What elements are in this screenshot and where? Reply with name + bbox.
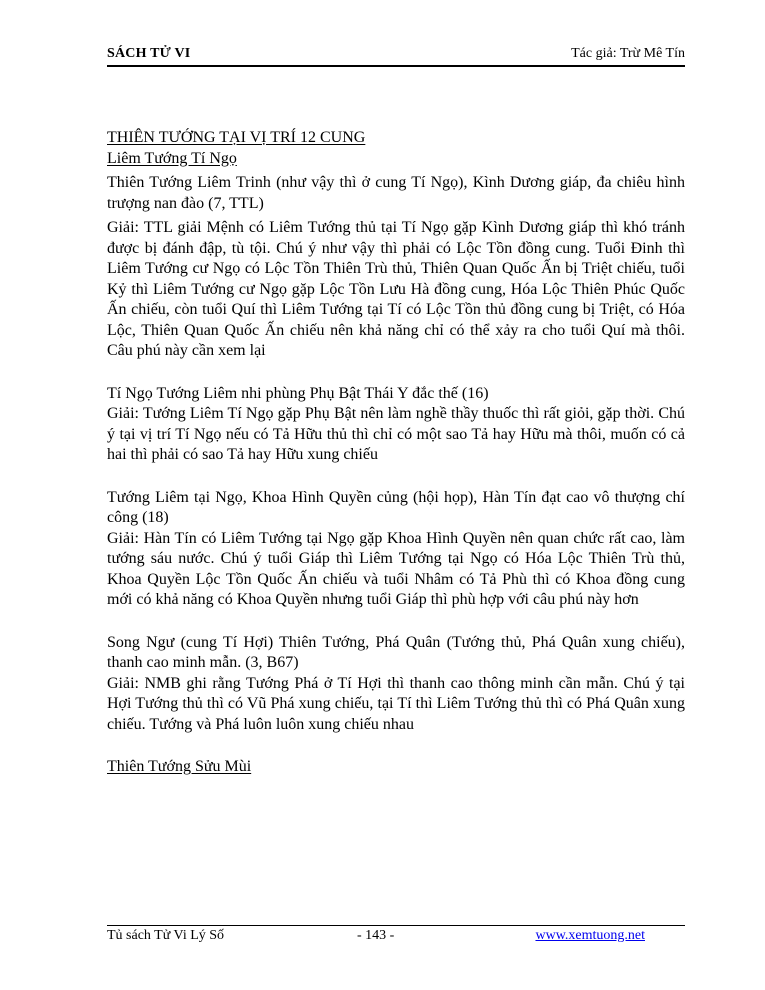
header-divider [107, 65, 685, 67]
paragraph-6: Giải: Hàn Tín có Liêm Tướng tại Ngọ gặp Khoa Hình Quyền nên quan chức rất cao, làm tướng sáu nước. Chú ý tuổi Giáp thì Liêm Tướng tại Ngọ có Hóa Lộc Thiên Trù thủ, Khoa Quyền Lộc Tồn Quốc Ấn chiếu và tuổi Nhâm có Tả Phù thì có Khoa đồng cung mới có khả năng có Khoa Quyền nhưng tuổi Giáp thì phù hợp với câu phú này hơn [107, 529, 685, 608]
section-title: THIÊN TƯỚNG TẠI VỊ TRÍ 12 CUNG [107, 129, 366, 146]
page-header [107, 46, 685, 66]
paragraph-1: Thiên Tướng Liêm Trinh (như vậy thì ở cung Tí Ngọ), Kình Dương giáp, đa chiêu hình trượng nan đào (7, TTL) [107, 174, 685, 212]
paragraph-3: Tí Ngọ Tướng Liêm nhi phùng Phụ Bật Thái Y đắc thế (16) [107, 384, 489, 402]
subsection-title-liem-tuong: Liêm Tướng Tí Ngọ [107, 149, 237, 167]
page-footer [107, 928, 685, 948]
paragraph-2: Giải: TTL giải Mệnh có Liêm Tướng thủ tại Tí Ngọ gặp Kình Dương giáp thì khó tránh được bị đánh đập, tù tội. Chú ý như vậy thì phải có Lộc Tồn đồng cung. Tuổi Đinh thì Liêm Tướng cư Ngọ có Lộc Tồn Thiên Trù thủ, Thiên Quan Quốc Ấn bị Triệt chiếu, tuổi Kỷ thì Liêm Tướng cư Ngọ gặp Lộc Tồn Lưu Hà đồng cung, Hóa Lộc Thiên Phúc Quốc Ấn chiếu, còn tuổi Quí thì Liêm Tướng tại Tí có Lộc Tồn thủ đồng cung bị Triệt, có Hóa Lộc, Thiên Quan Quốc Ấn chiếu nên khả năng chỉ có thể xảy ra cho tuổi Quí mà thôi. Câu phú này cần xem lại [107, 219, 685, 359]
page-number: - 143 - [357, 928, 395, 943]
subsection-title-suu-mui: Thiên Tướng Sửu Mùi [107, 758, 252, 775]
website-link[interactable]: www.xemtuong.net [535, 928, 645, 943]
series-name: Tủ sách Tử Vi Lý Số [107, 928, 225, 943]
footer-divider [107, 925, 685, 926]
paragraph-4: Giải: Tướng Liêm Tí Ngọ gặp Phụ Bật nên làm nghề thầy thuốc thì rất giỏi, gặp thời. Chú ý tại vị trí Tí Ngọ nếu có Tả Hữu thủ thì chỉ có một sao Tả hay Hữu mà thôi, muốn có cả hai thì phải có sao Tả hay Hữu xung chiếu [107, 405, 685, 463]
paragraph-5: Tướng Liêm tại Ngọ, Khoa Hình Quyền củng (hội họp), Hàn Tín đạt cao vô thượng chí công (18) [107, 488, 685, 526]
paragraph-8: Giải: NMB ghi rằng Tướng Phá ở Tí Hợi thì thanh cao thông minh cần mẫn. Chú ý tại Hợi Tướng thủ thì có Vũ Phá xung chiếu, tại Tí thì Liêm Tướng thủ thì có Phá Quân xung chiếu. Tướng và Phá luôn luôn xung chiếu nhau [107, 674, 685, 733]
paragraph-7: Song Ngư (cung Tí Hợi) Thiên Tướng, Phá Quân (Tướng thủ, Phá Quân xung chiếu), thanh cao minh mẫn. (3, B67) [107, 633, 685, 671]
author-label: Tác giả: Trừ Mê Tín [571, 46, 685, 61]
book-title: SÁCH TỬ VI [107, 46, 191, 61]
document-body [107, 128, 685, 778]
